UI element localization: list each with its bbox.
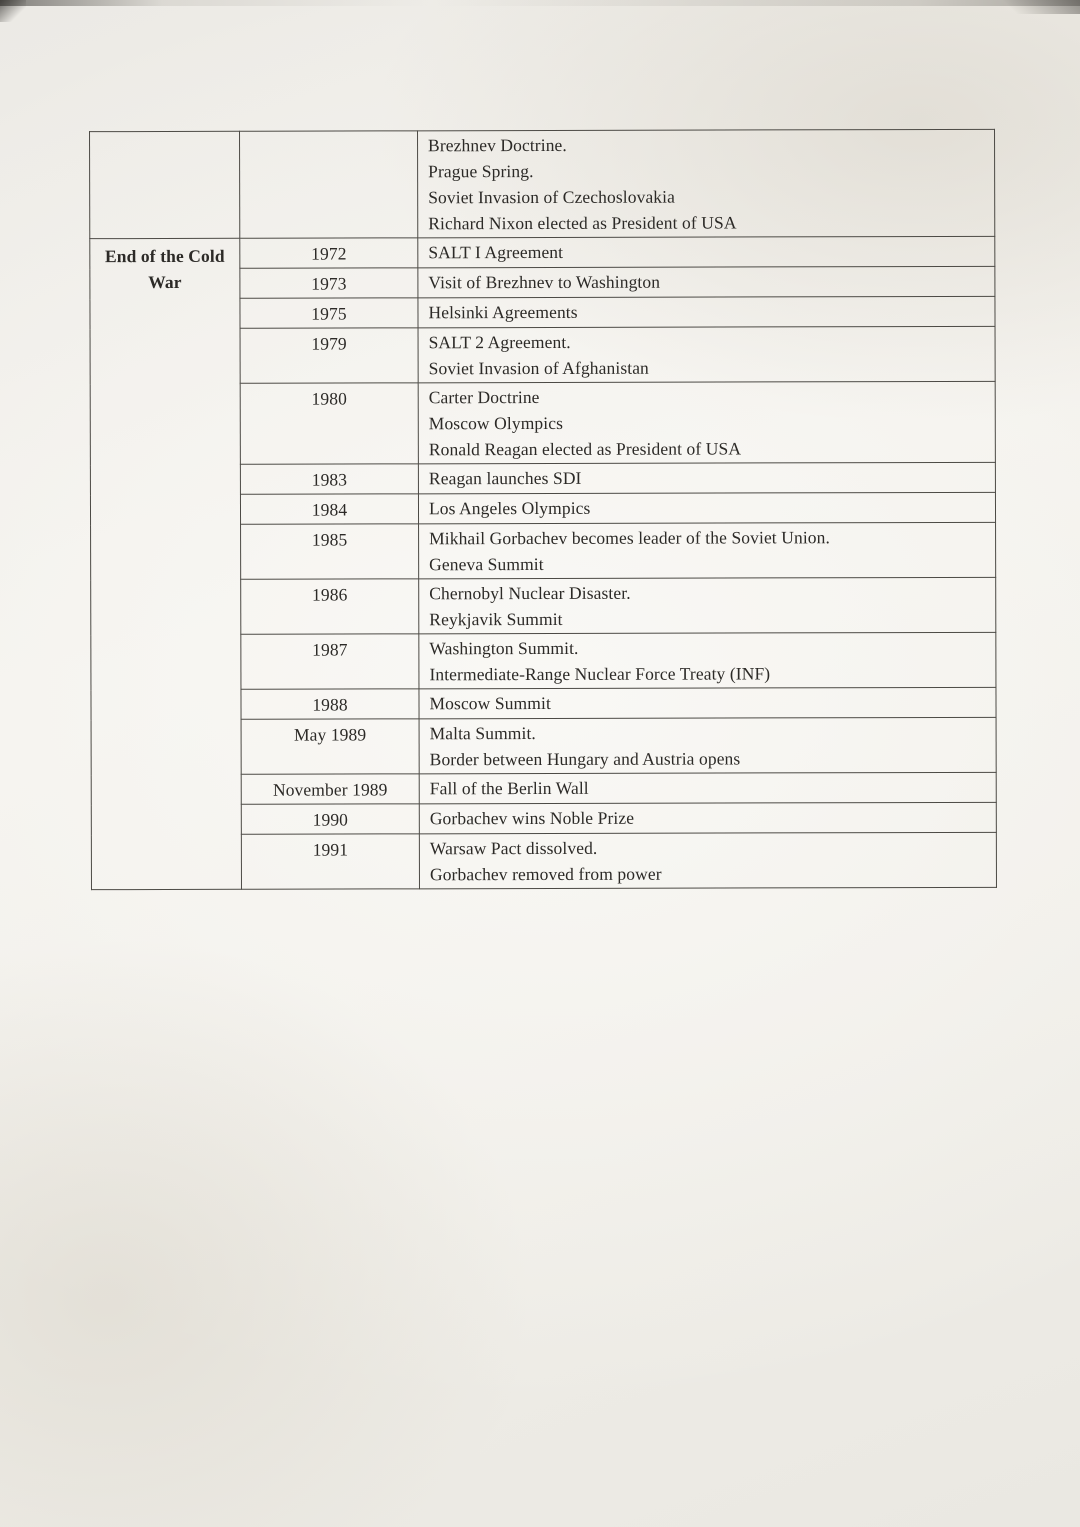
event-line: Warsaw Pact dissolved. [429, 837, 598, 859]
table-row [90, 236, 995, 268]
event-line: Prague Spring. [428, 161, 534, 182]
events-cell [419, 577, 996, 634]
year-cell: 1984 [240, 494, 418, 524]
event-line: Mikhail Gorbachev becomes leader of the Soviet Union. [429, 527, 830, 549]
year-cell: 1990 [241, 804, 419, 834]
scan-edge-artifact [0, 0, 1080, 6]
event-line: Visit of Brezhnev to Washington [428, 271, 661, 293]
event-line: Soviet Invasion of Czechoslovakia [428, 186, 676, 208]
timeline-table-body [90, 129, 997, 889]
year-cell-empty [240, 131, 418, 238]
event-line: Fall of the Berlin Wall [429, 777, 589, 799]
event-line: Chernobyl Nuclear Disaster. [429, 582, 631, 604]
event-line: Gorbachev removed from power [429, 863, 662, 885]
event-line: Moscow Olympics [428, 412, 564, 434]
events-cell [418, 492, 995, 524]
year-cell: 1991 [241, 834, 419, 889]
event-line: Washington Summit. [429, 637, 579, 659]
event-line: Malta Summit. [429, 723, 536, 744]
year-cell: 1972 [240, 238, 418, 268]
year-cell: 1986 [241, 579, 419, 634]
event-line: Los Angeles Olympics [428, 497, 591, 519]
event-line: Helsinki Agreements [428, 301, 578, 323]
events-cell [418, 129, 995, 238]
scan-corner-artifact [0, 0, 26, 22]
year-cell: 1973 [240, 268, 418, 298]
events-cell [419, 717, 996, 774]
event-line: Border between Hungary and Austria opens [429, 748, 741, 770]
events-cell [418, 236, 995, 268]
year-cell: 1985 [241, 524, 419, 579]
events-cell [419, 802, 996, 834]
event-line: Ronald Reagan elected as President of USA [428, 438, 742, 460]
period-label: End of the Cold War [90, 238, 242, 889]
event-line: Soviet Invasion of Afghanistan [428, 357, 649, 379]
year-cell: November 1989 [241, 774, 419, 804]
year-cell: 1987 [241, 634, 419, 689]
events-cell [419, 832, 996, 889]
events-cell [418, 266, 995, 298]
scan-corner-artifact [990, 0, 1080, 14]
events-cell [418, 326, 995, 383]
event-line: Intermediate-Range Nuclear Force Treaty (INF) [429, 663, 771, 685]
events-cell [418, 462, 995, 494]
event-line: Carter Doctrine [428, 387, 540, 408]
event-line: SALT I Agreement [428, 241, 564, 263]
events-cell [419, 632, 996, 689]
year-cell: May 1989 [241, 719, 419, 774]
events-cell [418, 296, 995, 328]
event-line: Reagan launches SDI [428, 467, 582, 489]
event-line: Gorbachev wins Noble Prize [429, 807, 635, 829]
events-cell [419, 687, 996, 719]
year-cell: 1983 [240, 464, 418, 494]
event-line: SALT 2 Agreement. [428, 331, 571, 353]
events-cell [418, 381, 995, 464]
event-line: Geneva Summit [429, 553, 544, 575]
events-cell [419, 772, 996, 804]
period-cell-empty [90, 131, 240, 238]
events-cell [419, 522, 996, 579]
table-row-continuation [90, 129, 995, 238]
event-line: Moscow Summit [429, 692, 551, 714]
year-cell: 1975 [240, 298, 418, 328]
event-line: Brezhnev Doctrine. [428, 134, 567, 156]
event-line: Reykjavik Summit [429, 608, 563, 630]
cold-war-timeline-table [89, 129, 997, 890]
year-cell: 1980 [240, 383, 418, 464]
event-line: Richard Nixon elected as President of USA [428, 212, 737, 234]
year-cell: 1988 [241, 689, 419, 719]
year-cell: 1979 [240, 328, 418, 383]
